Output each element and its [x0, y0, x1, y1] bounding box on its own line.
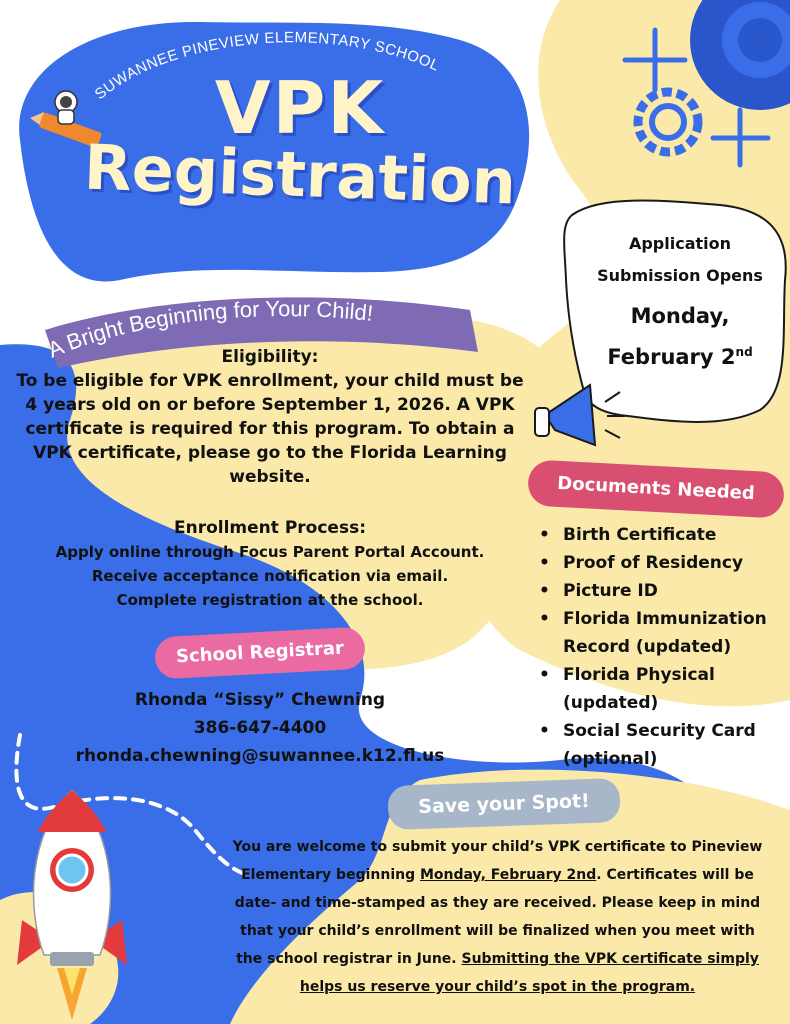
document-item: Florida Immunization Record (updated) [563, 609, 767, 657]
list-item [533, 605, 783, 661]
bubble-line1: Application [628, 234, 732, 253]
bubble-date-suffix: nd [735, 345, 753, 359]
list-item [533, 661, 783, 717]
school-name: SUWANNEE PINEVIEW ELEMENTARY SCHOOL [91, 29, 443, 104]
bubble-date-text: February 2 [607, 345, 736, 369]
registrar-info [60, 686, 460, 770]
tagline: A Bright Beginning for Your Child! [44, 296, 375, 363]
bubble-heading [580, 228, 780, 292]
enrollment-heading: Enrollment Process: [174, 518, 366, 538]
bubble-date [580, 298, 780, 375]
enrollment-section [20, 516, 520, 612]
bubble-day: Monday, [630, 304, 730, 328]
document-item: Florida Physical (updated) [563, 665, 715, 713]
eligibility-line: To be eligible for VPK enrollment, your child must be [16, 371, 524, 391]
enrollment-line: Apply online through Focus Parent Portal Account. [55, 543, 485, 561]
list-item [533, 577, 783, 605]
list-item [533, 717, 783, 773]
bullet: • [539, 665, 550, 685]
save-text-part: . Certificates will be date- and time-stamped as they are received. Please keep in mind that your child’s enrollment will be finalized when you meet with the school registrar in June. [234, 867, 761, 967]
eligibility-line: website. [229, 467, 311, 487]
bullet: • [539, 609, 550, 629]
list-item [533, 549, 783, 577]
document-item: Picture ID [563, 581, 658, 601]
save-text-part: You are welcome to submit your child’s VPK certificate to Pineview Elementary beginning [232, 839, 763, 883]
bullet: • [539, 525, 550, 545]
document-item: Birth Certificate [563, 525, 717, 545]
document-item: Proof of Residency [563, 553, 744, 573]
eligibility-line: 4 years old on or before September 1, 2026. A VPK [25, 395, 515, 415]
save-spot-badge: Save your Spot! [387, 778, 620, 830]
registrar-badge: School Registrar [154, 627, 366, 680]
save-spot-text [225, 833, 770, 1001]
eligibility-line: VPK certificate, please go to the Florida Learning [33, 443, 507, 463]
list-item [533, 521, 783, 549]
bullet: • [539, 581, 550, 601]
eligibility-heading: Eligibility: [221, 347, 319, 367]
bullet: • [539, 721, 550, 741]
enrollment-line: Complete registration at the school. [116, 591, 424, 609]
bullet: • [539, 553, 550, 573]
save-text-underlined: Submitting the VPK certificate simply helps us reserve your child’s spot in the program. [299, 951, 759, 995]
bubble-line2: Submission Opens [597, 266, 763, 285]
title-registration: Registration [82, 130, 518, 219]
enrollment-line: Receive acceptance notification via email. [91, 567, 449, 585]
documents-list [533, 521, 783, 773]
documents-badge: Documents Needed [527, 459, 785, 518]
title-vpk: VPK [214, 66, 386, 150]
registrar-phone: 386-647-4400 [193, 718, 327, 738]
eligibility-line: certificate is required for this program. To obtain a [25, 419, 515, 439]
document-item: Social Security Card (optional) [563, 721, 756, 769]
registrar-email: rhonda.chewning@suwannee.k12.fl.us [75, 746, 445, 766]
save-text-date: Monday, February 2nd [420, 867, 597, 883]
registrar-name: Rhonda “Sissy” Chewning [134, 690, 386, 710]
bubble-date-line [580, 334, 780, 375]
eligibility-section [0, 345, 540, 489]
